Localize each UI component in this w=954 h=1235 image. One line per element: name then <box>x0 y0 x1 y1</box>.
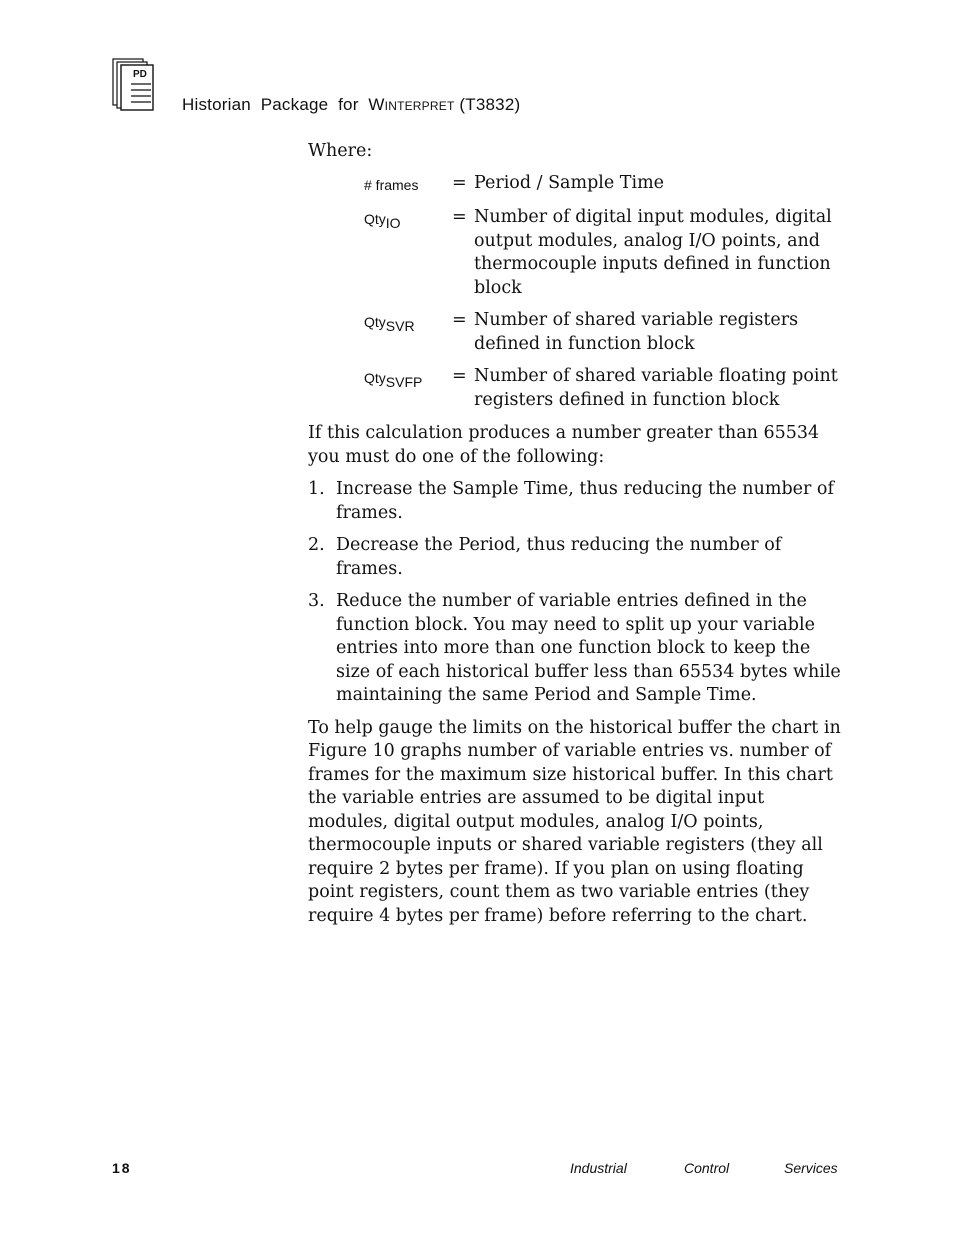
list-item-text: Increase the Sample Time, thus reducing the number of frames. <box>336 479 834 523</box>
definition-description: Period / Sample Time <box>474 172 665 193</box>
main-content <box>308 140 846 937</box>
page-footer <box>112 1160 844 1180</box>
intro-paragraph: If this calculation produces a number greater than 65534 you must do one of the following: <box>308 423 820 467</box>
term-subscript: SVFP <box>385 374 423 390</box>
document-stack-icon <box>112 58 156 112</box>
definition-description: Number of digital input modules, digital output modules, analog I/O points, and thermocouple inputs defined in function block <box>474 207 832 298</box>
term-text: Qty <box>364 211 386 227</box>
definition-description: Number of shared variable registers defined in function block <box>474 310 799 354</box>
list-item <box>308 478 846 525</box>
page-number: 18 <box>112 1160 132 1176</box>
definition-term <box>364 206 452 300</box>
definition-row <box>308 172 846 198</box>
equals-sign: = <box>452 207 467 227</box>
term-text: # frames <box>364 176 419 193</box>
equals-sign: = <box>452 366 467 386</box>
definition-description: Number of shared variable floating point registers defined in function block <box>474 366 838 410</box>
equals-sign: = <box>452 310 467 330</box>
definition-term <box>364 172 452 198</box>
term-text: Qty <box>364 370 386 386</box>
list-item-text: Decrease the Period, thus reducing the number of frames. <box>336 535 782 579</box>
definition-term <box>364 309 452 356</box>
header-title-suffix: (T3832) <box>454 95 521 114</box>
list-number: 3. <box>308 591 325 611</box>
closing-paragraph: To help gauge the limits on the historical buffer the chart in Figure 10 graphs number of variable entries vs. number of frames for the maximum size historical buffer. In this chart the variable entries are assumed to be digital input modules, digital output modules, analog I/O points, thermocouple inputs or shared variable registers (they all require 2 bytes per frame). If you plan on using floating point registers, count them as two variable entries (they require 4 bytes per frame) before referring to the chart. <box>308 717 841 926</box>
steps-list <box>308 478 846 708</box>
where-label: Where: <box>308 141 373 161</box>
term-text: Qty <box>364 314 386 330</box>
list-item-text: Reduce the number of variable entries defined in the function block. You may need to split up your variable entries into more than one function block to keep the size of each historical buffer less than 65534 bytes while maintaining the same Period and Sample Time. <box>336 591 841 705</box>
term-subscript: IO <box>385 215 401 231</box>
definition-term <box>364 365 452 412</box>
footer-word-services: Services <box>784 1160 838 1176</box>
logo-text: PD <box>133 69 147 80</box>
definition-row <box>308 309 846 356</box>
running-header <box>182 95 520 115</box>
definition-row <box>308 365 846 412</box>
list-number: 1. <box>308 479 325 499</box>
definition-list <box>308 172 846 413</box>
list-item <box>308 590 846 708</box>
equals-sign: = <box>452 172 467 193</box>
header-title-prefix: Historian Package for <box>182 95 369 114</box>
footer-word-control: Control <box>684 1160 730 1176</box>
definition-row <box>308 206 846 300</box>
footer-word-industrial: Industrial <box>570 1160 627 1176</box>
list-number: 2. <box>308 535 325 555</box>
term-subscript: SVR <box>385 318 415 334</box>
header-title-brand: Winterpret <box>368 95 455 114</box>
list-item <box>308 534 846 581</box>
